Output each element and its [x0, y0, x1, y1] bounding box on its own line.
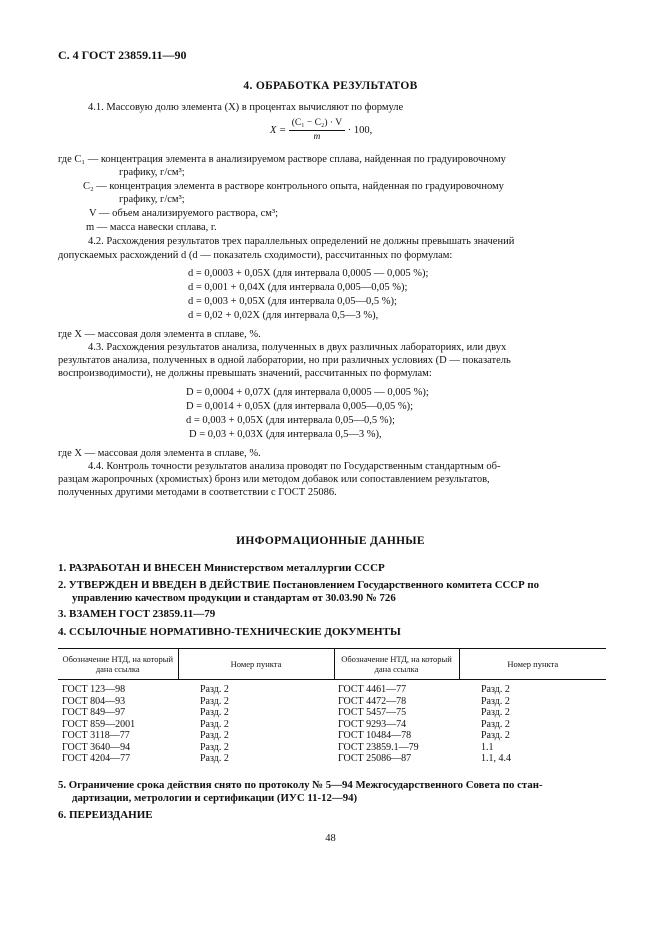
formula-D: D = 0,0014 + 0,05X (для интервала 0,005—0,05 %); [186, 401, 414, 412]
paragraph-4-2: допускаемых расхождений d (d — показатель сходимости), рассчитанных по формулам: [58, 250, 453, 261]
table-cell: Разд. 2 [200, 684, 229, 695]
table-row [58, 707, 606, 719]
table-header-cell: Обозначение НТД, на который дана ссылка [58, 649, 178, 680]
table-cell: ГОСТ 3118—77 [62, 730, 130, 741]
table-cell: Разд. 2 [481, 718, 510, 730]
table-header-cell: Обозначение НТД, на который дана ссылка [334, 649, 459, 680]
where-line: где C₁ — концентрация элемента в анализируемом растворе сплава, найденная по градуировочному [58, 154, 506, 165]
paragraph-4-4: 4.4. Контроль точности результатов анализа проводят по Государственным стандартным об- [88, 461, 501, 472]
table-cell: Разд. 2 [200, 718, 229, 730]
table-cell: ГОСТ 10484—78 [338, 730, 412, 741]
table-cell: ГОСТ 23859.1—79 [338, 741, 419, 753]
table-cell: ГОСТ 4204—77 [62, 753, 131, 764]
table-cell: ГОСТ 4461—77 [338, 684, 407, 695]
page-header: С. 4 ГОСТ 23859.11—90 [58, 48, 187, 62]
paragraph-4-4: разцам жаропрочных (хромистых) бронз или методом добавок или сопоставлением результатов, [58, 474, 490, 485]
info-item-2: управлению качеством продукции и стандартам от 30.03.90 № 726 [72, 592, 396, 604]
formula-denominator: m [313, 132, 321, 142]
table-cell: ГОСТ 859—2001 [62, 718, 136, 730]
formula-D: D = 0,03 + 0,03X (для интервала 0,5—3 %), [189, 429, 382, 440]
section-title: 4. ОБРАБОТКА РЕЗУЛЬТАТОВ [243, 80, 418, 92]
paragraph-4-4: полученных другими методами в соответствии с ГОСТ 25086. [58, 487, 337, 498]
table-cell: ГОСТ 25086—87 [338, 753, 412, 764]
formula-D: D = 0,0004 + 0,07X (для интервала 0,0005 — 0,005 %); [186, 387, 429, 398]
formula-fraction [289, 117, 345, 144]
info-item-2: 2. УТВЕРЖДЕН И ВВЕДЕН В ДЕЙСТВИЕ Постановлением Государственного комитета СССР по [58, 579, 540, 591]
info-title: ИНФОРМАЦИОННЫЕ ДАННЫЕ [236, 535, 425, 547]
where-line: C₂ — концентрация элемента в растворе контрольного опыта, найденная по градуировочному [83, 181, 504, 192]
table-cell: Разд. 2 [481, 707, 510, 718]
where-line: V — объем анализируемого раствора, см³; [89, 208, 279, 219]
info-item-6: 6. ПЕРЕИЗДАНИЕ [58, 809, 153, 821]
table-row [58, 680, 606, 696]
table-cell: Разд. 2 [200, 741, 229, 753]
paragraph-4-2: 4.2. Расхождения результатов трех параллельных определений не должны превышать значений [88, 236, 515, 247]
table-row [58, 730, 606, 742]
where-x: где X — массовая доля элемента в сплаве, %. [58, 448, 261, 459]
info-item-5: 5. Ограничение срока действия снято по протоколу № 5—94 Межгосударственного Совета по стан- [58, 779, 543, 791]
table-cell: ГОСТ 123—98 [62, 684, 126, 695]
formula-d: d = 0,003 + 0,05X (для интервала 0,05—0,5 %); [188, 296, 397, 307]
table-header-row [58, 649, 606, 680]
table-cell: ГОСТ 4472—78 [338, 695, 407, 707]
table-row [58, 753, 606, 765]
table-row [58, 719, 606, 731]
paragraph-4-3: результатов анализа, полученных в одной лаборатории, но при различных условиях (D — показатель [58, 355, 511, 366]
table-cell: ГОСТ 849—97 [62, 707, 126, 718]
table-cell: Разд. 2 [200, 730, 229, 741]
info-item-4: 4. ССЫЛОЧНЫЕ НОРМАТИВНО-ТЕХНИЧЕСКИЕ ДОКУМЕНТЫ [58, 626, 401, 638]
table-cell: Разд. 2 [481, 695, 510, 707]
info-item-3: 3. ВЗАМЕН ГОСТ 23859.11—79 [58, 608, 216, 620]
paragraph-4-3: воспроизводимости), не должны превышать значений, рассчитанных по формулам: [58, 368, 432, 379]
paragraph-4-3: 4.3. Расхождения результатов анализа, полученных в двух различных лабораториях, или двух [88, 342, 507, 353]
table-cell: ГОСТ 3640—94 [62, 741, 131, 753]
table-cell: Разд. 2 [200, 753, 229, 764]
table-cell: ГОСТ 9293—74 [338, 718, 407, 730]
formula-x [270, 117, 372, 144]
formula-lhs: X = [270, 124, 287, 136]
table-header-cell: Номер пункта [178, 649, 334, 680]
table-cell: Разд. 2 [200, 695, 229, 707]
formula-D: d = 0,003 + 0,05X (для интервала 0,05—0,5 %); [186, 415, 395, 426]
references-table [58, 648, 606, 765]
info-item-1: 1. РАЗРАБОТАН И ВНЕСЕН Министерством металлургии СССР [58, 562, 385, 574]
where-line: графику, г/см³; [119, 167, 185, 178]
formula-d: d = 0,0003 + 0,05X (для интервала 0,0005 — 0,005 %); [188, 268, 429, 279]
where-line: m — масса навески сплава, г. [86, 222, 217, 233]
where-x: где X — массовая доля элемента в сплаве, %. [58, 329, 261, 340]
formula-numerator: (C₁ − C₂) · V [289, 117, 345, 131]
table-cell: 1.1, 4.4 [481, 753, 511, 764]
table-cell: 1.1 [481, 741, 494, 753]
formula-tail: · 100, [347, 124, 373, 136]
paragraph-4-1: 4.1. Массовую долю элемента (X) в процентах вычисляют по формуле [88, 102, 404, 113]
table-row [58, 742, 606, 754]
table-cell: ГОСТ 804—93 [62, 695, 126, 707]
table-cell: Разд. 2 [481, 684, 510, 695]
table-cell: Разд. 2 [200, 707, 229, 718]
table-cell: ГОСТ 5457—75 [338, 707, 407, 718]
info-item-5: дартизации, метрологии и сертификации (ИУС 11-12—94) [72, 792, 358, 804]
formula-d: d = 0,02 + 0,02X (для интервала 0,5—3 %), [188, 310, 379, 321]
table-row [58, 696, 606, 708]
page-number: 48 [325, 833, 336, 844]
table-cell: Разд. 2 [481, 730, 510, 741]
where-line: графику, г/см³; [119, 194, 185, 205]
formula-d: d = 0,001 + 0,04X (для интервала 0,005—0,05 %); [188, 282, 408, 293]
table-header-cell: Номер пункта [459, 649, 606, 680]
